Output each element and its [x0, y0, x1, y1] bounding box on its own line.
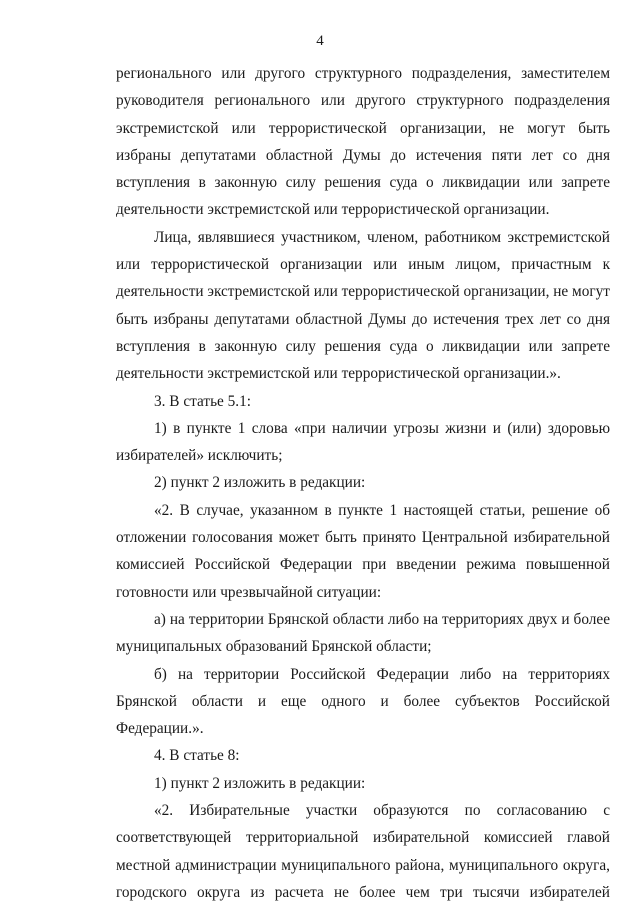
- paragraph-subitem-b: б) на территории Российской Федерации либо на территориях Брянской области и еще одного и более субъектов Российской Федерации.».: [116, 665, 610, 738]
- paragraph-item-4-subitem-1: 1) пункт 2 изложить в редакции:: [154, 774, 366, 792]
- paragraph-continuation: регионального или другого структурного подразделения, заместителем руководителя регионального или другого структурного подразделения экстремистской или террористической организации, не могут быть избраны депутатами областной Думы до истечения пяти лет со дня вступления в законную силу решения суда о ликвидации или запрете деятельности экстремистской или террористической организации.: [116, 65, 610, 219]
- paragraph-subitem-2: 2) пункт 2 изложить в редакции:: [154, 474, 366, 492]
- paragraph-subitem-a: а) на территории Брянской области либо на территориях двух и более муниципальных образований Брянской области;: [116, 610, 610, 656]
- paragraph-quote-2: «2. В случае, указанном в пункте 1 настоящей статьи, решение об отложении голосования может быть принято Центральной избирательной комиссией Российской Федерации при введении режима повышенной готовности или чрезвычайной ситуации:: [116, 501, 610, 601]
- paragraph-subitem-1: 1) в пункте 1 слова «при наличии угрозы жизни и (или) здоровью избирателей» исключить;: [116, 419, 610, 465]
- paragraph-polling-stations: «2. Избирательные участки образуются по согласованию с соответствующей территориальной избирательной комиссией главой местной администрации муниципального района, муниципального округа, городского округа из расчета не более чем три тысячи избирателей: [116, 802, 610, 901]
- document-body: [116, 60, 610, 906]
- page-number: 4: [316, 33, 324, 49]
- paragraph-item-3: 3. В статье 5.1:: [154, 392, 252, 410]
- paragraph-persons: Лица, являвшиеся участником, членом, работником экстремистской или террористической организации или иным лицом, причастным к деятельности экстремистской или террористической организации, не могут быть избраны депутатами областной Думы до истечения трех лет со дня вступления в законную силу решения суда о ликвидации или запрете деятельности экстремистской или террористической организации.».: [116, 228, 610, 383]
- paragraph-item-4: 4. В статье 8:: [154, 747, 240, 765]
